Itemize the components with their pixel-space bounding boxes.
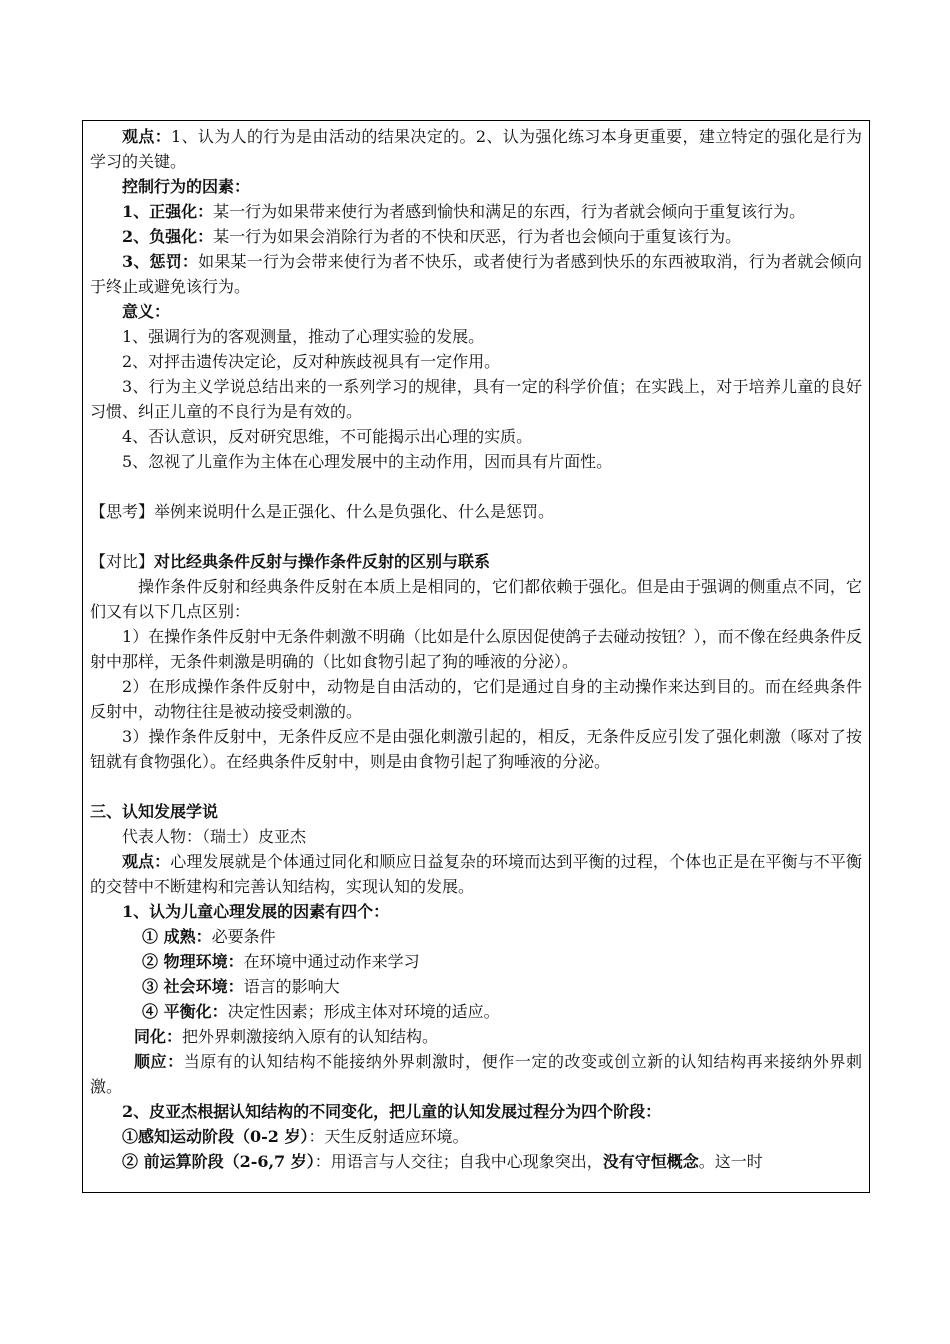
- representative-person: 代表人物：（瑞士）皮亚杰: [122, 827, 307, 846]
- comparison-intro: 操作条件反射和经典条件反射在本质上是相同的，它们都依赖于强化。但是由于强调的侧重点不同，它们又有以下几点区别：: [90, 577, 862, 621]
- significance-item-1: 1、强调行为的客观测量，推动了心理实验的发展。: [122, 327, 485, 346]
- factor-social-environment: ③ 社会环境：语言的影响大: [142, 977, 340, 996]
- difference-3: 3）操作条件反射中，无条件反应不是由强化刺激引起的，相反，无条件反应引发了强化刺激（啄对了按钮就有食物强化）。在经典条件反射中，则是由食物引起了狗唾液的分泌。: [90, 727, 862, 771]
- factor-maturation: ① 成熟：必要条件: [142, 927, 276, 946]
- cognitive-viewpoint: 观点：心理发展就是个体通过同化和顺应日益复杂的环境而达到平衡的过程，个体也正是在平衡与不平衡的交替中不断建构和完善认知结构，实现认知的发展。: [90, 852, 862, 896]
- accommodation: 顺应：当原有的认知结构不能接纳外界刺激时，便作一定的改变或创立新的认知结构再来接纳外界刺激。: [90, 1052, 862, 1096]
- behaviorism-viewpoint: 观点：1、认为人的行为是由活动的结果决定的。2、认为强化练习本身更重要，建立特定的强化是行为学习的关键。: [90, 127, 862, 171]
- significance-item-5: 5、忽视了儿童作为主体在心理发展中的主动作用，因而具有片面性。: [122, 452, 613, 471]
- significance-heading: 意义：: [122, 302, 171, 321]
- control-factors-heading: 控制行为的因素：: [122, 177, 251, 196]
- section-heading: 三、认知发展学说: [90, 802, 219, 821]
- four-stages-heading: 2、皮亚杰根据认知结构的不同变化，把儿童的认知发展过程分为四个阶段：: [122, 1102, 662, 1121]
- factor-equilibration: ④ 平衡化：决定性因素；形成主体对环境的适应。: [142, 1002, 500, 1021]
- significance-item-2: 2、对抨击遗传决定论，反对种族歧视具有一定作用。: [122, 352, 501, 371]
- significance-item-4: 4、否认意识，反对研究思维，不可能揭示出心理的实质。: [122, 427, 533, 446]
- factor-physical-environment: ② 物理环境：在环境中通过动作来学习: [142, 952, 420, 971]
- negative-reinforcement: 2、负强化：某一行为如果会消除行为者的不快和厌恶，行为者也会倾向于重复该行为。: [122, 227, 742, 246]
- stage-sensorimotor: ①感知运动阶段（0-2 岁）：天生反射适应环境。: [122, 1127, 469, 1146]
- punishment: 3、惩罚：如果某一行为会带来使行为者不快乐，或者使行为者感到快乐的东西被取消，行为者就会倾向于终止或避免该行为。: [90, 252, 862, 296]
- difference-2: 2）在形成操作条件反射中，动物是自由活动的，它们是通过自身的主动操作来达到目的。而在经典条件反射中，动物往往是被动接受刺激的。: [90, 677, 862, 721]
- four-factors-heading: 1、认为儿童心理发展的因素有四个：: [122, 902, 390, 921]
- comparison-heading: 【对比】对比经典条件反射与操作条件反射的区别与联系: [90, 552, 491, 571]
- assimilation: 同化：把外界刺激接纳入原有的认知结构。: [134, 1027, 439, 1046]
- think-question: 【思考】举例来说明什么是正强化、什么是负强化、什么是惩罚。: [90, 502, 555, 521]
- difference-1: 1）在操作条件反射中无条件刺激不明确（比如是什么原因促使鸽子去碰动按钮？），而不像在经典条件反射中那样，无条件刺激是明确的（比如食物引起了狗的唾液的分泌）。: [90, 627, 862, 671]
- stage-preoperational: ② 前运算阶段（2-6,7 岁）：用语言与人交往；自我中心现象突出，没有守恒概念。这一时: [122, 1152, 763, 1171]
- significance-item-3: 3、行为主义学说总结出来的一系列学习的规律，具有一定的科学价值；在实践上，对于培养儿童的良好习惯、纠正儿童的不良行为是有效的。: [90, 377, 862, 421]
- positive-reinforcement: 1、正强化：某一行为如果带来使行为者感到愉快和满足的东西，行为者就会倾向于重复该行为。: [122, 202, 806, 221]
- document-body: [90, 124, 862, 1174]
